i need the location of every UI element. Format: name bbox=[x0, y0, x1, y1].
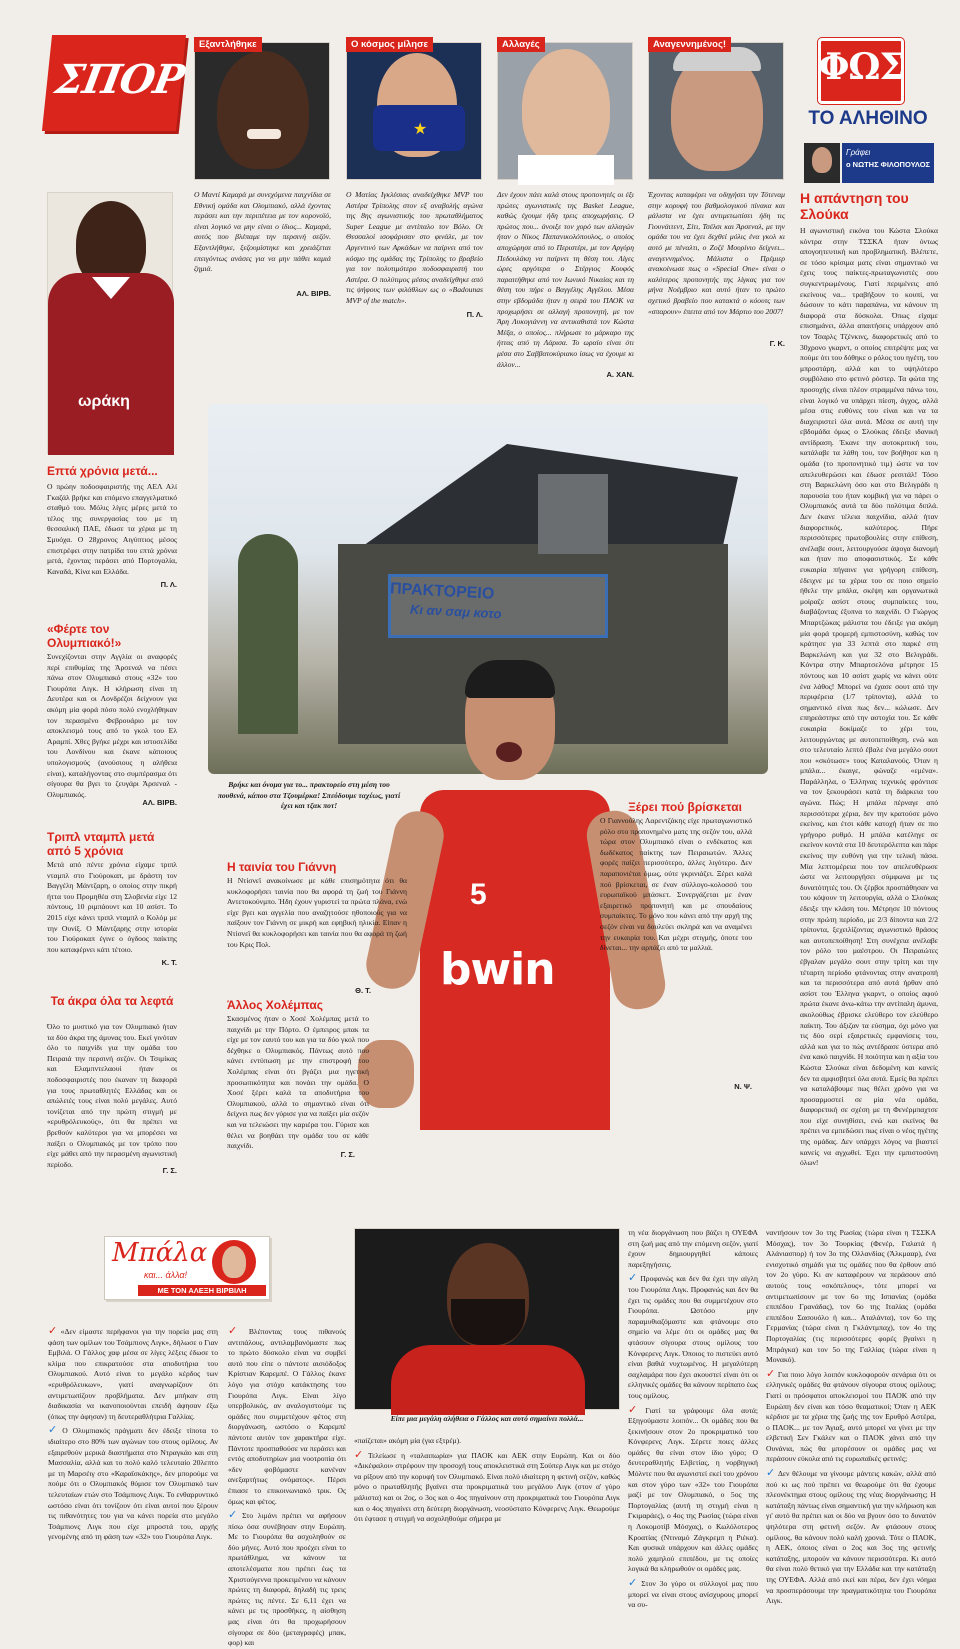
left-a3-headline: Τριπλ νταμπλ μετά από 5 χρόνια bbox=[47, 830, 155, 858]
strip-text-1: Ο Μαντί Καμαρά με συνεχόμενα παιχνίδια σε Εθνική ομάδα και Ολυμπιακό, αλλά έχοντας περάσει και την περιπέτεια με τον κορονοϊό, είναι λογικό να μην είναι ο ίδιος... Καμαρά, αυτός που βλέπαμε την περσινή σεζόν. Εξαντλήθηκε, ξεζουμίστηκε και χρειάζεται επειγόντως ανάσες για να μην πάθει καμιά ζημιά. bbox=[194, 190, 331, 274]
center-b3-text: Ο Γιαννούλης Λαρεντζάκης είχε πρωταγωνιστικό ρόλο στο προπονημένο ματς της σεζόν του, αλλά τώρα στον Ολυμπιακό είναι ο ενδέκατος και δωδέκατος παίκτης των Πειραιωτών. Άλλες φορές παίζει περισσότερο, άλλες λιγότερο. Δεν παραπονιέται όμως, ούτε γκρινιάζει. Ξέρει καλά πού βρίσκεται, σε έναν σύλλογο-κολοσσό του ευρωπαϊκού μπάσκετ. Συνεργάζεται με έναν εξαιρετικό προπονητή και με σπουδαίους συμπαίκτες. Το μόνο που κάνει από την αρχή της σεζόν είναι να δουλεύει σκληρά και να αναμένει την ευκαιρία του. Και μέχρι στιγμής, όποτε του δίνεται... την αρπάζει από τα μαλλιά. bbox=[600, 816, 752, 953]
center-b1-sig: Θ. Τ. bbox=[355, 986, 371, 995]
photo-kamara bbox=[194, 42, 330, 180]
sign-text-1: ΠΡΑΚΤΟΡΕΙΟ bbox=[389, 580, 495, 603]
author-avatar bbox=[212, 1240, 256, 1284]
mpala-col5: ναντήσουν τον 3ο της Ρωσίας (τώρα είναι η ΤΣΣΚΑ Μόσχας), τον 3ο Τουρκίας (Φενέρ, Γαλατά ή Αλάνιασπορ) ή τον 3ο της Ολλανδίας (Άλκμααρ), ένα ενισχυτικό σημάδι για τις ομάδες που θα έρθουν από τον 2ο γύρο. Κι αν καταφέρουν να περάσουν από αυτούς τους «σκόπελους», τότε μπορεί να αντιμετωπίσουν με τον 6ο της Ισπανίας (ομάδα επιπέδου Γρανάδας), τον 6ο της Ιταλίας (ομάδα επιπέδου Σασουόλο ή και... Αταλάντα), τον 6ο της Γερμανίας (τώρα είναι η Γκλάντμπαχ), τον 4ο της Πορτογαλίας (τις περισσότερες φορές βγαίνει η Μπράγκα) και τον 5ο της Γαλλίας (τώρα είναι η Μονακό). ✓ Για ποιο λόγο λοιπόν κυκλοφορούν σενάρια ότι οι ελληνικές ομάδες θα φτάνουν σίγουρα στους ομίλους; Γιατί οι πρόσφατοι αποκλεισμοί του ΠΑΟΚ από την Ευρώπη δεν είναι και τόσο θεαματικοί; Όταν η ΑΕΚ κέρδισε με τα χέρια της ζωής της τον Ερυθρό Αστέρα, ο ΠΑΟΚ... με τον Άγιαξ, αυτό μπορεί να γίνει με την ελβετική Σεν Γκάλεν και ο ΠΑΟΚ χάνει από την Ουνάνια, πώς θα μπορέσουν οι ομάδες μας να περάσουν εύκολα από τις ευρωπαϊκές φετινές; ✓ Δεν θέλουμε να γίνουμε μάντεις κακών, αλλά από πού κι ως πού πρέπει να θεωρούμε ότι θα έχουμε πλεονέκτημα στους ομίλους της νέας διοργάνωσης; Η κατάταξη πάντως είναι σημαντική για την κλήρωση και γι' αυτό θα πρέπει και οι δύο να βγουν όσο το δυνατόν ψηλότερα στη φετινή σεζόν. Αν φτάσουν στους ομίλους, θα κάνουν πολύ καλή χρονιά. Τότε ο ΠΑΟΚ, η ΑΕΚ, όποιος είναι ο 2ος και 3ος της φετινής κατάταξης, μπορούν να κάνουν περισσότερα. Κι αυτό θα είναι πολύ θετικό για την Ελλάδα και την κατάταξη της ΟΥΕΦΑ. Αλλά από εκεί και πέρα, δεν έχει νόημα να προσπεράσουμε την πραγματικότητα του Γιουρόπα Λιγκ. bbox=[766, 1228, 937, 1606]
mpala-col3: «παίζεται» ακόμη μία (για εξτρέμ). ✓ Τελείωσε η «ταλαιπωρία» για ΠΑΟΚ και ΑΕΚ στην Ευρώπη. Και οι δύο «Δικέφαλοι» στρέφουν την προσοχή τους αποκλειστικά στη Σούπερ Λιγκ και με στόχο να ρίξουν από την κορυφή τον Ολυμπιακό. Είναι πολύ ιδιαίτερη η φετινή σεζόν, καθώς μόνο ο πρωταθλητής βγαίνει στα προκριματικά του μεγάλου Λιγκ (στον α' γύρο μάλιστα) και οι 2ος, ο 3ος και ο 4ος πηγαίνουν στη προκριματικά του Γιουρόπα Λιγκ και ο 4ος πηγαίνει στη δεύτερη διοργάνωση, νεοσύστατο Κόνφερενς Λιγκ. Θεωρούμε ότι έφτασε η στιγμή να ασχοληθούμε σήμερα με bbox=[354, 1436, 621, 1524]
fos-subtitle: ΤΟ ΑΛΗΘΙΝΟ bbox=[808, 108, 928, 129]
center-b2-text: Σκασμένος ήταν ο Χοσέ Χολέμπας μετά το παιχνίδι με την Πόρτο. Ο έμπειρος μπακ τα είχε με τον εαυτό του και για τα δύο γκολ που δέχθηκε ο Ολυμπιακός. Πάντως αυτό που κάνει εντύπωση με την επιστροφή του Χολέμπας είναι ότι βγάζει μια ηγετική προσωπικότητα και πονάει την ομάδα. Ο Χοσέ ξέρει καλά τα αποδυτήρια του Ολυμπιακού, αλλά το σημαντικό είναι ότι δείχνει πως δεν γύρισε για να παίξει μία σεζόν και να τελειώσει την καριέρα του. Γύρισε και θέλει να βοηθάει την ομάδα του σε κάθε παιχνίδι. bbox=[227, 1014, 369, 1151]
left-a2-headline: «Φέρτε τον Ολυμπιακό!» bbox=[47, 622, 122, 650]
left-a4-text: Όλο το μυστικό για τον Ολυμπιακό ήταν τα δύο άκρα της άμυνας του. Εκεί γινόταν όλο το παιχνίδι για την ομάδα του Πειραιά την περσινή σεζόν. Οι Τσιμίκας και Ελαμπντελαουί ήταν οι ποδοσφαιριστές που έκαναν τη διαφορά για τους πρωταθλητές Ελλάδας και οι απώλειές τους είναι πολύ μεγάλες. Αυτό τονίζεται από την πρώτη στιγμή με «ερυθρόλευκούς», ότι θα πρέπει να βρεθούν καλύτεροι για να μπορέσει να παίξει ο Ολυμπιακός με τον τρόπο που είχε μάθει από την περασμένη αγωνιστική περίοδο. bbox=[47, 1022, 177, 1169]
left-a1-headline: Επτά χρόνια μετά... bbox=[47, 464, 158, 478]
mpala-byline: ΜΕ ΤΟΝ ΑΛΕΞΗ ΒΙΡΒΙΛΗ bbox=[138, 1285, 266, 1296]
sports-masthead-title: ΣΠΟΡ bbox=[51, 56, 188, 103]
center-b3-sig: Ν. Ψ. bbox=[734, 1082, 752, 1091]
left-a1-text: Ο πρώην ποδοσφαιριστής της ΑΕΛ Αλί Γκαζάλ βρήκε και επόμενο επαγγελματικό σταθμό του. Μόλις λίγες μέρες μετά το τέλος της συνεργασίας του με τη θεσσαλική ΠΑΕ, έδωσε τα χέρια με τη Σμυόχα. Ο 28χρονος Αιγύπτιος μέσος επιστρέφει στην πατρίδα του επτά χρόνια μετά, έχοντας περάσει από Πορτογαλία, Καναδά, Κίνα και Ελλάδα. bbox=[47, 482, 177, 576]
center-b2-headline: Άλλος Χολέμπας bbox=[227, 998, 324, 1012]
photo-coach bbox=[497, 42, 633, 180]
mpala-col2: ✓ Βλέποντας τους πιθανούς αντιπάλους, αντιλαμβανόμαστε πως το πρώτο δύσκολο είναι να συμβεί αυτό που είπε ο πάντοτε αισιόδοξος Κρίστιαν Καρεμπέ. Ο Γάλλος έκανε λόγο για στόχο κατάκτησης του Γιουρόπα Λιγκ. Είναι λίγο υπερβολικός, αν αναλογιστούμε τις ομάδες που συμμετέχουν φέτος στη διοργάνωση, ωστόσο ο Καρεμπέ πάντοτε αυτόν τον χαρακτήρα είχε. Πάντοτε προσπαθούσε να περάσει και εντός αποδυτηρίων μια νοοτροπία ότι «δεν φοβόμαστε κανέναν ανεξαρτήτως ονόματος». Πέρσι έπιασε το επικοινωνιακό τρικ. Ος όμως και φέτος. ✓ Στο λιμάνι πρέπει να αφήσουν πίσω όσα συνέβησαν στην Ευρώπη. Με το Γιουρόπα θα ασχοληθούν σε δύο μήνες. Αυτό που προέχει είναι το πρωτάθλημα, να κάνουν τα αποτελέσματα που πρέπει έως τα Χριστούγεννα προκειμένου να κάνουν πρώτες τη διαφορά, δηλαδή τις τρεις πρώτες τις πέντε. Σε 6,11 έχει να κάνει με τις προσθήκες, η αίσθηση μας είναι ότι θα προχωρήσουν σίγουρα σε δύο (μεταγραφές) μπακ, φορ) και bbox=[228, 1324, 347, 1648]
center-b1-headline: Η ταινία του Γιάννη bbox=[227, 860, 337, 874]
sign-text-2: Κι αν σαμ κοτο bbox=[409, 601, 502, 622]
strip-text-4: Έχοντας καταφέρει να οδηγήσει την Τότεναμ στην κορυφή του βαθμολογικού πίνακα και μάλιστα να έχει αντιμετωπίσει ήδη τις Γιουνάιτεντ, Σίτι, Τσέλσι και Άρσεναλ, με την ομάδα του να έχει δεχθεί μόλις ένα γκολ κι αυτό με πέναλτι, ο Ζοζέ Μουρίνιο δείχνει... αναγεννημένος. Μάλιστα ο Πρέμιερ ανακοίνωσε πως ο «Special One» είναι ο καλύτερος προπονητής της λίγκας για τον μήνα Νοέμβριο και αυτό ήταν το πρώτο σχετικό βραβείο που κατακτά ο κόουτς των «σπαρουν» έπειτα από τον Μάρτιο του 2007! bbox=[648, 190, 785, 316]
center-b3-headline: Ξέρει πού βρίσκεται bbox=[628, 800, 742, 814]
photo-mbila bbox=[354, 1228, 620, 1410]
mbila-caption: Είπε μια μεγάλη αλήθεια ο Γάλλος και αυτό σημαίνει πολλά... bbox=[390, 1414, 584, 1423]
left-a4-sig: Γ. Σ. bbox=[162, 1166, 177, 1175]
strip-tag-2: Ο κόσμος μίλησε bbox=[346, 37, 433, 52]
photo-ghazal: ωράκη bbox=[47, 192, 173, 454]
right-headline: Η απάντηση του Σλούκα bbox=[800, 190, 909, 222]
fos-logo: ΦΩΣ bbox=[818, 46, 904, 88]
strip-sig-1: ΑΛ. ΒΙΡΒ. bbox=[296, 289, 331, 298]
left-a2-sig: ΑΛ. ΒΙΡΒ. bbox=[142, 798, 177, 807]
strip-tag-3: Αλλαγές bbox=[497, 37, 545, 52]
photo-mourinho bbox=[648, 42, 784, 180]
strip-tag-1: Εξαντλήθηκε bbox=[194, 37, 262, 52]
jersey-sponsor: bwin bbox=[440, 944, 555, 995]
strip-sig-4: Γ. Κ. bbox=[769, 339, 785, 348]
left-a4-headline: Τα άκρα όλα τα λεφτά bbox=[50, 994, 174, 1008]
right-article-text: Η αγωνιστική εικόνα του Κώστα Σλούκα κόντρα στην ΤΣΣΚΑ ήταν όντως απογοητευτική και προβληματική. Βλέπετε, σε τόσο κρίσιμα ματς είναι σημαντικό να έχεις τους παίκτες-πρωταγωνιστές σου συγκεντρωμένους. Γιατί περιμένεις από εκείνους να... τραβήξουν το κουπί, να δώσουν το κάτι παραπάνω, να κάνουν τη διαφορά στα δύσκολα. Όπως είχαμε επισημάνει, άλλα απαιτήσεις υπάρχουν από τον Τσαρλς Τζένκινς, διαφορετικές από το 30χρονο γκαρντ, ο οποίος επιτρέψτε μας να πούμε ότι του δόθηκε ο ρόλος του ηγέτη, του μπροστάρη, αλλά και το υψηλότερο συμβόλαιο στο φετινό ρόστερ. Τα φώτα της προσοχής είναι πλέον στραμμένα πάνω του, είναι λογικό να υπάρχει πίεση, άγχος, αλλά μέσα στις ευθύνες του είναι και να τα διαχειριστεί όλα αυτά. Μέσα σε αυτή την εβδομάδα όμως ο Σλούκας έδειξε ιδανική αντίδραση. Έκανε την αυτοκριτική του, κατάλαβε τα λάθη του, τον βοήθησε και η ομάδα (το προπονητικό τιμ) ώστε να τον απελευθερώσει και έδωσε ρεσιτάλ! Τόσο στη Βαρκελώνη όσο και στο Βελιγράδι η παρουσία του ήταν κομβική για να πάρει ο Ολυμπιακός αυτά τα δύο πολύτιμα διπλά. Δεν έκανε τέλεια παιχνίδια, αλλά ήταν διαφορετικός, καλύτερος. Πήρε περισσότερες πρωτοβουλίες στην επίθεση, ανέλαβε σουτ, λειτουργούσε άψογα διανομή και ήταν πιο αποφασιστικός. Σε κάθε ευκαιρία πήγαινε για γρήγορη επίθεση, έδειχνε με τα χέρια του σε ποιο σημείο ήθελε την μπάλα, σκέψη και οργανωτικά μοίραζε ασίστ στους συμπαίκτες του, διαβάζοντας έξυπνα το παιχνίδι. Ο Γιώργος Μπαρτζώκας μάλιστα του έδειξε για ακόμη μία φορά τρομερή εμπιστοσύνη, καθώς τον κράτησε για 33 λεπτά στο παρκέ στη Βαρκελώνη και για 32 στο Βελιγράδι. Κόντρα στην Μπαρτσελόνα μέτρησε 15 πόντους και 10 ασίστ χωρίς να κάνει ούτε ένα λάθος! Μπορεί να έχασε σουτ από την περιφέρεια (1/7 τρίποντα), αλλά το σημαντικό είναι πως δεν... κώλωσε. Δεν επηρεάστηκε από την αστοχία του. Σε κάθε ευκαιρία δοκίμαζε το χέρι του, λειτουργώντας με αυτοπεποίθηση, ενώ και στο τελευταίο λεπτό έβαλε ένα μεγάλο σουτ που «σκότωσε» τους Καταλανούς. Όταν η μπάλα... έκαιγε, φώναζε «εμένα». Παράλληλα, ο Έλληνας τεχνικός φρόντισε να τον ξεκουράσει κατά τη διάρκεια του αγώνα. Πώς; Η μπάλα πέρναγε από περισσότερα χέρια, δεν την κρατούσε μόνο εκείνος, και έτσι κάθε κατοχή ήταν σε πιο γρήγορο ρυθμό. Η μπάλα κατέληγε σε εκείνον κοντά στα 10 δευτερόλεπτα και πάρε εκείνος την ευθύνη για την τελική πάσα. Μία λεπτομέρεια που τον απελευθέρωσε ώστε να λειτουργήσει σύμφωνα με τις δυνατότητές του. Οι ζέρβοι προσπάθησαν να του κόψουν τη λειτουργία, αλλά ο Σλούκας έδειξε την κλάση του. Μέτρησε 10 πόντους στην πρώτη περίοδο, με 2/3 δίποντα και 2/2 τρίποντα, ξεχειλίζοντας αγωνιστικό θράσος και αυτοπεποίθηση! Στη συνέχεια ανέλαβε τον ρόλο του μαέστρου. Οι Πειραιώτες έβγαλαν μεγάλο σουτ στην τρίτη και την τέταρτη περίοδο φτάνοντας στην ανατροπή και τα περισσότερα από αυτά ήρθαν από ασίστ του Έλληνα γκαρντ, ο οποίος αφού πρώτα έκανε άνω-κάτω την αντίπαλη άμυνα, ακολούθως έβρισκε ελεύθερο τον ελεύθερο παίκτη. Του άξιζαν τα εύσημα, όχι μόνο για τις δύο σερί εξαιρετικές εμφανίσεις του, αλλά και για το πώς αντέδρασε ύστερα από ένα κακό παιχνίδι. Η ποιότητα και η αξία του Κώστα Σλούκα είναι δεδομένη και κανείς δεν τα αμφισβητεί όλα αυτά. Εμείς θα πρέπει να καταλάβουμε πως θέλει χρόνο για να προσαρμοστεί σε μία νέα ομάδα, διαφορετική σε σχέση με τη Φενέρμπαχτσε που είχε συνηθίσει, ενώ και εκείνος θα πρέπει να εμπεδώσει πως είναι ο νέος ηγέτης της ομάδας. Δεν υπάρχει λόγος να βιαστεί κανείς να αγχωθεί. Έχει την εμπιστοσύνη όλων! bbox=[800, 226, 938, 1168]
strip-tag-4: Αναγεννημένος! bbox=[648, 37, 731, 52]
strip-text-3: Δεν έχουν πάει καλά στους προπονητές οι έξι πρώτες αγωνιστικές της Basket League, καθώς έχουμε ήδη τρεις αποχωρήσεις. Ο πρώτος που... άνοιξε τον χορό των αλλαγών ήταν ο Νίκος Παπανικολόπουλος, ο οποίος αποχώρησε από το Περιστέρι, με τον Αργύρη Πεδουλάκη να παίρνει τη θέση του. Λίγες ώρες αργότερα ο Στέργιος Κουφός παραιτήθηκε από τον Ιωνικό Νικαίας και τη θέση του πήρε ο Βαγγέλης Αγγέλου. Μέσα στην εβδομάδα ήταν η σειρά του ΠΑΟΚ να προχωρήσει σε αλλαγή προπονητή, με τον Άρη Λυκογιάννη να αντικαθιστά τον Κώστα Μέξα, ο οποίος... πλήρωσε το μάρκαρο της ήττας από τη Λάρισα. Το ωραίο είναι ότι μέσα στο Σαββατοκύριακο ίσως να έχουμε κι άλλον... bbox=[497, 190, 634, 369]
center-b2-sig: Γ. Σ. bbox=[340, 1150, 355, 1159]
byline-photo bbox=[804, 143, 840, 183]
jersey-number: 5 bbox=[470, 878, 487, 911]
mpala-col1: ✓ «Δεν είμαστε περήφανοι για την πορεία μας στη φάση των ομίλων του Τσάμπιονς Λιγκ», δήλωσε ο Γιαν Εμβιλά. Ο Γάλλος χαφ μέσα σε λίγες λέξεις έδωσε το κλίμα που επικρατούσε στα αποδυτήρια του Ολυμπιακού. Αυτό είναι το μεγάλο κέρδος των «ερυθρόλευκων», γιατί αναγνωρίζουν ότι αντιμετωπίζουν προβλήματα. Δεν μπήκαν στη διαδικασία να ικανοποιούνται επειδή άφησαν έξω (όπως την άφησαν) τη δευτεραθλήτρια Γαλλίας. ✓ Ο Ολυμπιακός πράγματι δεν έδειξε τίποτα το ιδιαίτερο στο 80% των αγώνων του στους ομίλους. Αν εξαιρεθούν μερικά διαστήματα στο Ντραγκάο και στη Μασσαλία, αλλά και το πολύ καλό τελευταίο 20λεπτο με τη Μαρσέιγ στο «Καραϊσκάκης», δεν μπορούμε να πούμε ότι ο Ολυμπιακός θύμισε τον Ολυμπιακό των τελευταίων ετών στο Τσάμπιονς Λιγκ. Το ενθαρρυντικό ωστόσο είναι ότι τονίζουν ότι είναι αυτοί που ξέρουν τις πιθανότητες του για να κάνει πορεία στο μεγάλο Τσάμπιονς Λιγκ που είχε μπροστά του, αρχής γενομένης από τη φάση των «32» του Γιουρόπα Λιγκ. bbox=[48, 1324, 218, 1542]
center-b1-text: Η Ντίσνεϊ ανακοίνωσε με κάθε επισημότητα ότι θα κυκλοφορήσει ταινία που θα αφορά τη ζωή του Γιάννη Αντετοκούνμπο. Ήδη έχουν γυριστεί τα πρώτα πλάνα, ενώ είχε βγει και αγγελία που αναζητούσε ηθοποιούς για να παίξουν τον Γιάννη σε μικρή και εφηβική ηλικία. Είπαν η Ντίσνεϊ θα κυκλοφορήσει και ταινία που θα αφορά τη ζωή του Κρις Πολ. bbox=[227, 876, 407, 949]
mpala-subtitle: και... άλλα! bbox=[144, 1270, 188, 1280]
left-a3-text: Μετά από πέντε χρόνια είχαμε τριπλ νταμπλ στο Γιούροκαπ, με δράστη τον Βαγγέλη Μάντζαρη, ο οποίος στην πικρή ήττα του Προμηθέα στη Σλοβενία είχε 12 πόντους, 10 ριμπάουντ και 10 ασίστ. Το 2015 είχε κάνει τριπλ νταμπλ ο Κολόμ με την Ουνίξ. Ο Μάντζαρης στην ιστορία του Γιούροκαπ έγινε ο όγδοος παίκτης που καταφέρνει κάτι τέτοιο. bbox=[47, 860, 177, 954]
left-a3-sig: Κ. Τ. bbox=[161, 958, 177, 967]
left-a2-text: Συνεχίζονται στην Αγγλία οι αναφορές περί επιθυμίας της Άρσεναλ να πέσει πάνω στον Ολυμπιακό στους «32» του Γιουρόπα Λιγκ. Η κλήρωση είναι τη Δευτέρα και οι Λονδρέζοι δείχνουν για ακόμη μία φορά πόσο πολύ ενοχλήθηκαν τον περασμένο Φεβρουάριο με τον αποκλεισμό τους από το γκολ του Ελ Αραμπί. Χθες βγήκε μέχρι και ιστοσελίδα του Λονδίνου και έκανε κάποιους υπολογισμούς (ανούσιους η αλήθεια είναι), καταλήγοντας στο συμπέρασμα ότι σίγουρα θα βγει το ζευγάρι Άρσεναλ - Ολυμπιακός. bbox=[47, 652, 177, 799]
mpala-col4: τη νέα διοργάνωση που βάζει η ΟΥΕΦΑ στη ζωή μας από την επόμενη σεζόν, γιατί έχουν δημιουργηθεί κάποιες παρεξηγήσεις. ✓ Προφανώς και δεν θα έχει την αίγλη του Γιουρόπα Λιγκ. Προφανώς και δεν θα έχει τις ομάδες που θα συμμετέχουν στο Γιουρόπα. Ωστόσο μην παραμυθιαζόμαστε και φτάνουμε στο σημείο να λέμε ότι οι ομάδες μας θα φτάσουν σίγουρα στους ομίλους του Κόνφερενς Λιγκ. Όποιος το πιστεύει αυτό είναι βαθιά νυχτωμένος. Η μεγαλύτερη σαχλαμάρα που έχει ακουστεί είναι ότι οι ελληνικές ομάδες θα κάνουν περίπατο έως τους ομίλους. ✓ Γιατί τα γράφουμε όλα αυτά; Εξηγούμαστε λοιπόν... Οι ομάδες που θα ξεκινήσουν στον 2ο προκριματικό του Κόνφερενς Λιγκ. Σέρετε ποιες άλλες ομάδες θα είναι στον ίδιο γύρο; Ο δευτεραθλητής Ελβετίας, η νορβηγική Μόλντε που θα αγωνιστεί εκεί του χρόνου και στον γύρο των «32» του Γιουρόπα μαζί με τον Ολυμπιακό, ο 5ος της Πορτογαλίας (αυτή τη στιγμή είναι η Γκιμαράες), ο 4ος της Ρωσίας (τώρα είναι η Λοκομοτίβ Μόσχας), ο Κωλόλοτερος Κροατίας (Ντιναμό Ζάγκρεμπ η Ριέκα). Και φυσικά υπάρχουν και άλλες ομάδες πολύ χαμηλού επιπέδου, με τις οποίες λογικά θα κληρωθούν οι ομάδες μας. ✓ Στον 3ο γύρο οι σύλλογοί μας που μπορεί να είναι στους ανίσχυρους μπορεί να συ- bbox=[628, 1228, 759, 1610]
strip-sig-3: Α. ΧΑΝ. bbox=[606, 370, 634, 379]
strip-sig-2: Π. Λ. bbox=[466, 310, 483, 319]
byline-author: ο ΝΩΤΗΣ ΦΙΛΟΠΟΥΛΟΣ bbox=[846, 160, 931, 169]
photo-iglesias: ★ bbox=[346, 42, 482, 180]
byline-label: Γράφει bbox=[846, 148, 871, 157]
mpala-title: Μπάλα bbox=[112, 1238, 208, 1268]
cabin-caption: Βρήκε και όνομα για το... πρακτορείο στη μέση του πουθενά, κάπου στα Τζουμέρκα! Σπεύδουμε ταχέως, γιατί έχει και τζακ ποτ! bbox=[217, 780, 401, 811]
strip-text-2: Ο Ματίας Ιγκλέσιας αναδείχθηκε MVP του Αστέρα Τρίπολης στον εξ αναβολής αγώνα της 8ης αγωνιστικής του πρωταθλήματος Super League με αντίπαλο τον Βόλο. Οι Θεσσαλοί ισοφάρισαν στο φινάλε, με τον Αργεντινό των Αρκάδων να παίρνει από τον κόσμο της ομάδας της Τρίπολης το βραβείο για τον πολυτιμότερο ποδοσφαιριστή του Αστέρα. Ο πολύτιμος μέσος αναδείχθηκε από τις ψήφους των φιλάθλων ως ο «Badounas MVP of the match». bbox=[346, 190, 483, 305]
left-a1-sig: Π. Λ. bbox=[160, 580, 177, 589]
